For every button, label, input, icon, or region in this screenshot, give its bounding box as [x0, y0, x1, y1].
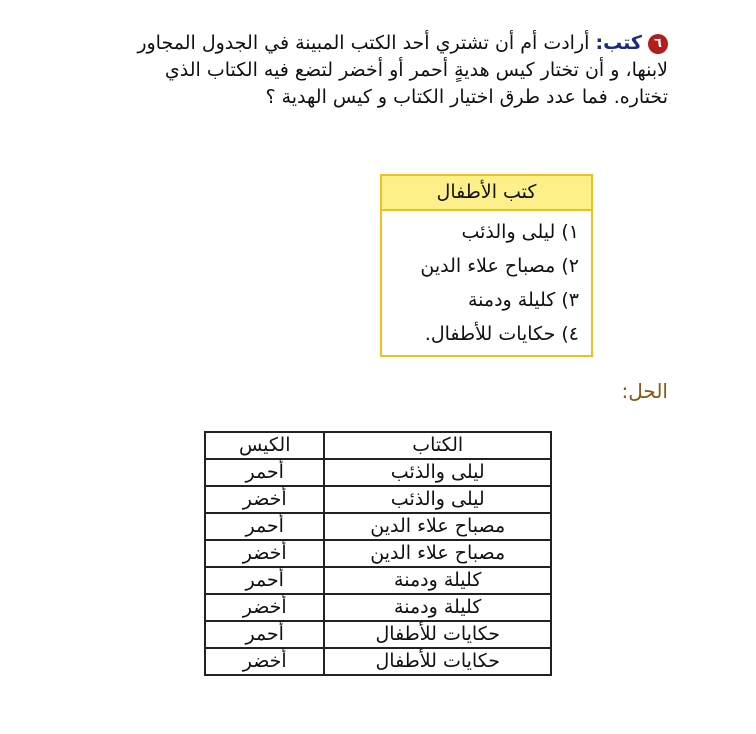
table-row	[205, 540, 551, 567]
cell-book: حكايات للأطفال	[324, 648, 551, 675]
book-item: ٤) حكايات للأطفال.	[424, 323, 579, 345]
children-books-list	[382, 211, 591, 355]
table-row	[205, 567, 551, 594]
cell-book: حكايات للأطفال	[324, 621, 551, 648]
cell-bag: أحمر	[205, 621, 324, 648]
cell-bag: أخضر	[205, 594, 324, 621]
book-item: ٢) مصباح علاء الدين	[420, 255, 579, 277]
cell-book: مصباح علاء الدين	[324, 540, 551, 567]
children-books-title: كتب الأطفال	[382, 176, 591, 211]
table-row	[205, 648, 551, 675]
combinations-table	[204, 431, 552, 676]
table-row	[205, 621, 551, 648]
book-item: ١) ليلى والذئب	[461, 221, 579, 243]
children-books-box	[380, 174, 593, 357]
table-header-row	[205, 432, 551, 459]
table-row	[205, 594, 551, 621]
question-block	[108, 30, 668, 111]
solution-label: الحل:	[621, 379, 668, 403]
question-number-badge: ٦	[648, 34, 668, 54]
cell-bag: أحمر	[205, 459, 324, 486]
cell-book: كليلة ودمنة	[324, 567, 551, 594]
cell-book: ليلى والذئب	[324, 486, 551, 513]
cell-bag: أحمر	[205, 567, 324, 594]
header-bag: الكيس	[205, 432, 324, 459]
cell-bag: أخضر	[205, 486, 324, 513]
table-row	[205, 459, 551, 486]
cell-book: كليلة ودمنة	[324, 594, 551, 621]
table-row	[205, 486, 551, 513]
cell-book: مصباح علاء الدين	[324, 513, 551, 540]
cell-book: ليلى والذئب	[324, 459, 551, 486]
table-row	[205, 513, 551, 540]
cell-bag: أخضر	[205, 648, 324, 675]
header-book: الكتاب	[324, 432, 551, 459]
book-item: ٣) كليلة ودمنة	[468, 289, 579, 311]
question-label: كتب:	[595, 32, 642, 54]
question-text: أرادت أم أن تشتري أحد الكتب المبينة في الجدول المجاور لابنها، و أن تختار كيس هديةٍ أحمر أو أخضر لتضع فيه الكتاب الذي تختاره. فما عدد طرق اختيار الكتاب و كيس الهدية ؟	[137, 32, 668, 108]
cell-bag: أحمر	[205, 513, 324, 540]
cell-bag: أخضر	[205, 540, 324, 567]
